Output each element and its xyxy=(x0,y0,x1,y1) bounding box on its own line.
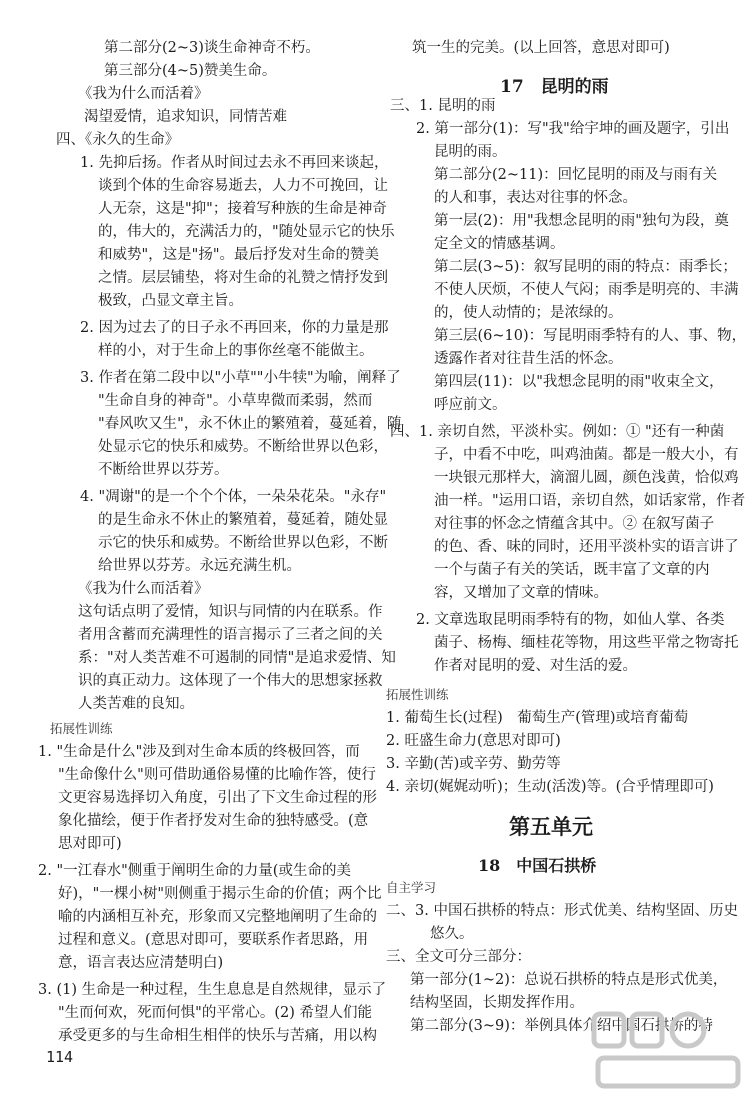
text-line: 一块银元那样大，滴溜儿圆，颜色浅黄，恰似鸡 xyxy=(434,470,739,486)
text-line: 的色、香、味的同时，还用平淡朴实的语言讲了 xyxy=(434,539,739,555)
section-label: 自主学习 xyxy=(386,880,437,895)
text-line: 透露作者对往昔生活的怀念。 xyxy=(434,351,623,367)
text-line: 和威势"，这是"扬"。最后抒发对生命的赞美 xyxy=(98,247,380,263)
text-line: 昆明的雨。 xyxy=(434,144,507,160)
text-line: 谈到个体的生命容易逝去，人力不可挽回，让 xyxy=(98,178,388,194)
text-line: 四、1. 亲切自然，平淡朴实。例如：① "还有一种菌 xyxy=(390,424,725,440)
lesson-heading-17: 17 昆明的雨 xyxy=(500,77,609,97)
section-label: 拓展性训练 xyxy=(50,721,113,736)
text-line: 筑一生的完美。(以上回答，意思对即可) xyxy=(412,40,670,56)
text-line: 第二部分(3~9)：举例具体介绍中国石拱桥的特 xyxy=(410,1018,713,1034)
text-line: 《我为什么而活着》 xyxy=(78,581,209,597)
text-line: 第一层(2)：用"我想念昆明的雨"独句为段，奠 xyxy=(434,213,729,229)
text-line: 的，使人动情的；是浓绿的。 xyxy=(434,305,623,321)
text-line: 第三层(6~10)：写昆明雨季特有的人、事、物， xyxy=(434,328,747,344)
text-line: 第一部分(1~2)：总说石拱桥的特点是形式优美， xyxy=(410,972,728,988)
text-line: 这句话点明了爱情，知识与同情的内在联系。作 xyxy=(78,604,383,620)
text-line: 1. 先抑后扬。作者从时间过去永不再回来谈起， xyxy=(80,155,389,171)
text-line: 1. 葡萄生长(过程) 葡萄生产(管理)或培育葡萄 xyxy=(386,710,689,726)
text-line: 的，伟大的，充满活力的，"随处显示它的快乐 xyxy=(98,224,395,240)
watermark-logo xyxy=(588,1008,748,1094)
text-line: 二、3. 中国石拱桥的特点：形式优美、结构坚固、历史 xyxy=(386,903,738,919)
text-line: 不断给世界以芬芳。 xyxy=(98,462,229,478)
text-line: 3. 辛勤(苦)或辛劳、勤劳等 xyxy=(386,756,561,772)
text-line: 承受更多的与生命相生相伴的快乐与苦痛，用以构 xyxy=(58,1028,377,1044)
text-line: 子，中看不中吃，叫鸡油菌。都是一般大小，有 xyxy=(434,447,739,463)
text-line: 对往事的怀念之情蕴含其中。② 在叙写菌子 xyxy=(434,516,715,532)
lesson-heading-18: 18 中国石拱桥 xyxy=(478,856,597,875)
text-line: 3. (1) 生命是一种过程，生生息息是自然规律，显示了 xyxy=(38,982,387,998)
text-line: 4. 亲切(娓娓动听)；生动(活泼)等。(合乎情理即可) xyxy=(386,779,714,795)
text-line: 渴望爱情，追求知识，同情苦难 xyxy=(84,109,287,125)
text-line: 呼应前文。 xyxy=(434,397,507,413)
text-line: 好)，"一棵小树"则侧重于揭示生命的价值；两个比 xyxy=(58,886,382,902)
text-line: 作者对昆明的爱、对生活的爱。 xyxy=(434,658,637,674)
text-line: 三、1. 昆明的雨 xyxy=(390,98,496,114)
section-label: 拓展性训练 xyxy=(386,687,449,702)
unit-title: 第五单元 xyxy=(509,815,593,839)
text-line: 喻的内涵相互补充，形象而又完整地阐明了生命的 xyxy=(58,909,377,925)
text-line: 第二部分(2~3)谈生命神奇不朽。 xyxy=(104,40,320,56)
text-line: 菌子、杨梅、缅桂花等物，用这些平常之物寄托 xyxy=(434,635,739,651)
text-line: 过程和意义。(意思对即可，要联系作者思路，用 xyxy=(58,932,369,948)
text-line: 极致，凸显文章主旨。 xyxy=(98,293,243,309)
text-line: 结构坚固，长期发挥作用。 xyxy=(410,995,584,1011)
text-line: "生而何欢，死而何惧"的平常心。(2) 希望人们能 xyxy=(58,1005,372,1021)
text-line: 示它的快乐和威势。不断给世界以色彩，不断 xyxy=(98,535,388,551)
text-line: 《我为什么而活着》 xyxy=(78,86,209,102)
text-line: 容，又增加了文章的情味。 xyxy=(434,585,608,601)
text-line: 油一样。"运用口语，亲切自然，如话家常，作者 xyxy=(434,493,746,509)
text-line: 给世界以芬芳。永远充满生机。 xyxy=(98,558,301,574)
text-line: 样的小，对于生命上的事你丝毫不能做主。 xyxy=(98,343,374,359)
text-line: 2. 第一部分(1)：写"我"给宇坤的画及题字，引出 xyxy=(416,121,730,137)
text-line: 3. 作者在第二段中以"小草""小牛犊"为喻，阐释了 xyxy=(80,370,401,386)
text-line: 第二层(3~5)：叙写昆明的雨的特点：雨季长； xyxy=(434,259,737,275)
text-line: 文更容易选择切入角度，引出了下文生命过程的形 xyxy=(58,790,377,806)
page-number: 114 xyxy=(46,1048,74,1066)
text-line: 人无奈，这是"抑"；接着写种族的生命是神奇 xyxy=(98,201,387,217)
text-line: "生命自身的神奇"。小草卑微而柔弱，然而 xyxy=(98,393,373,409)
text-line: 识的真正动力。这体现了一个伟大的思想家拯救 xyxy=(78,673,383,689)
text-line: 定全文的情感基调。 xyxy=(434,236,565,252)
text-line: 象化描绘，便于作者抒发对生命的独特感受。(意 xyxy=(58,813,369,829)
text-line: 1. "生命是什么"涉及到对生命本质的终极回答，而 xyxy=(38,744,360,760)
text-line: 四、《永久的生命》 xyxy=(56,132,180,148)
text-line: 悠久。 xyxy=(430,926,474,942)
text-line: "生命像什么"则可借助通俗易懂的比喻作答，使行 xyxy=(58,767,376,783)
text-line: 第二部分(2~11)：回忆昆明的雨及与雨有关 xyxy=(434,167,718,183)
text-line: 人类苦难的良知。 xyxy=(78,696,194,712)
text-line: "春风吹又生"，永不休止的繁殖着，蔓延着，随 xyxy=(98,416,402,432)
text-line: 意，语言表达应清楚明白) xyxy=(58,955,224,971)
text-line: 处显示它的快乐和威势。不断给世界以色彩， xyxy=(98,439,388,455)
text-line: 思对即可) xyxy=(58,836,122,852)
text-line: 不使人厌烦，不使人气闷；雨季是明亮的、丰满 xyxy=(434,282,739,298)
text-line: 2. 因为过去了的日子永不再回来，你的力量是那 xyxy=(80,320,389,336)
text-line: 一个与菌子有关的笑话，既丰富了文章的内 xyxy=(434,562,710,578)
text-line: 者用含蓄而充满理性的语言揭示了三者之间的关 xyxy=(78,627,383,643)
text-line: 2. 文章选取昆明雨季特有的物，如仙人掌、各类 xyxy=(416,612,725,628)
text-line: 之情。层层铺垫，将对生命的礼赞之情抒发到 xyxy=(98,270,388,286)
text-line: 第四层(11)：以"我想念昆明的雨"收束全文， xyxy=(434,374,724,390)
text-line: 第三部分(4~5)赞美生命。 xyxy=(104,63,277,79)
text-line: 2. "一江春水"侧重于阐明生命的力量(或生命的美 xyxy=(38,863,351,879)
text-line: 三、全文可分三部分： xyxy=(386,949,531,965)
text-line: 4. "凋谢"的是一个个个体，一朵朵花朵。"永存" xyxy=(80,489,387,505)
text-line: 系："对人类苦难不可遏制的同情"是追求爱情、知 xyxy=(78,650,396,666)
text-line: 的是生命永不休止的繁殖着，蔓延着，随处显 xyxy=(98,512,388,528)
text-line: 2. 旺盛生命力(意思对即可) xyxy=(386,733,561,749)
text-line: 的人和事，表达对往事的怀念。 xyxy=(434,190,637,206)
